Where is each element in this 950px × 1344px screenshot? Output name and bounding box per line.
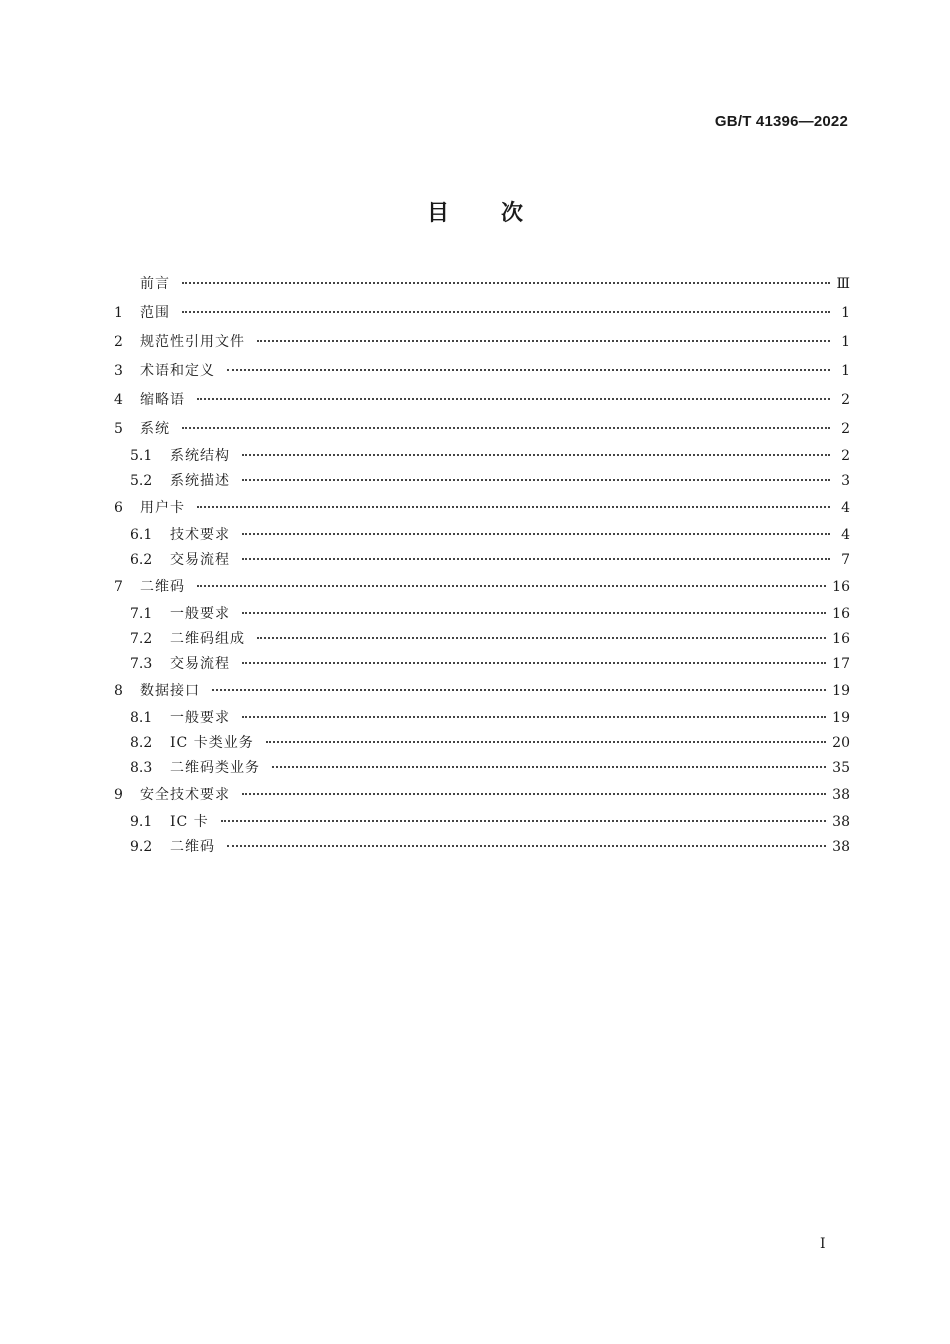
toc-entry[interactable] <box>114 299 850 328</box>
toc-entry-number: 6.1 <box>130 527 153 543</box>
toc-entry-page: 38 <box>832 839 850 855</box>
toc-entry-number: 6.2 <box>130 552 153 568</box>
toc-entry-number: 5 <box>114 421 123 437</box>
toc-dot-leader <box>242 519 830 535</box>
toc-entry-label: 交易流程 <box>170 552 230 568</box>
toc-entry-label: 系统 <box>140 421 170 437</box>
toc-entry-label: IC 卡 <box>170 814 209 830</box>
toc-dot-leader <box>242 598 826 614</box>
toc-dot-leader <box>227 355 830 371</box>
toc-entry[interactable] <box>114 469 850 494</box>
toc-entry-page: 1 <box>841 363 850 379</box>
toc-entry-page: 1 <box>841 305 850 321</box>
toc-entry-page: 7 <box>841 552 850 568</box>
toc-entry-number: 9 <box>114 787 123 803</box>
toc-entry[interactable] <box>114 357 850 386</box>
toc-entry-page: 16 <box>832 631 850 647</box>
toc-entry-label: 交易流程 <box>170 656 230 672</box>
toc-entry-number: 4 <box>114 392 123 408</box>
toc-entry-label: 术语和定义 <box>140 363 215 379</box>
toc-entry-number: 7 <box>114 579 123 595</box>
toc-entry-label: 二维码组成 <box>170 631 245 647</box>
toc-dot-leader <box>212 675 826 691</box>
toc-dot-leader <box>266 727 826 743</box>
toc-dot-leader <box>242 465 830 481</box>
toc-entry-number: 7.2 <box>130 631 153 647</box>
toc-dot-leader <box>182 413 830 429</box>
toc-entry-page: 38 <box>832 787 850 803</box>
toc-dot-leader <box>242 648 826 664</box>
toc-entry-number: 2 <box>114 334 123 350</box>
toc-entry-label: 缩略语 <box>140 392 185 408</box>
toc-entry-page: 2 <box>841 392 850 408</box>
toc-entry-number: 5.2 <box>130 473 153 489</box>
toc-dot-leader <box>257 623 826 639</box>
toc-dot-leader <box>227 831 826 847</box>
toc-entry-label: IC 卡类业务 <box>170 735 254 751</box>
toc-dot-leader <box>197 384 830 400</box>
toc-entry-page: 19 <box>832 683 850 699</box>
toc-entry-number: 8.2 <box>130 735 153 751</box>
toc-entry-page: 17 <box>832 656 850 672</box>
toc-dot-leader <box>182 268 830 284</box>
toc-entry-page: 16 <box>832 579 850 595</box>
toc-dot-leader <box>242 702 826 718</box>
toc-entry[interactable] <box>114 548 850 573</box>
standard-code: GB/T 41396—2022 <box>714 113 848 130</box>
toc-dot-leader <box>197 492 830 508</box>
toc-entry-label: 安全技术要求 <box>140 787 230 803</box>
toc-entry-label: 前言 <box>140 276 170 292</box>
toc-dot-leader <box>242 779 826 795</box>
toc-entry-page: Ⅲ <box>836 276 850 292</box>
toc-entry-label: 数据接口 <box>140 683 200 699</box>
toc-title <box>0 196 950 227</box>
toc-entry-number: 6 <box>114 500 123 516</box>
toc-entry-label: 二维码 <box>170 839 215 855</box>
toc-entry-label: 二维码 <box>140 579 185 595</box>
toc-entry[interactable] <box>114 756 850 781</box>
toc-entry-label: 一般要求 <box>170 606 230 622</box>
toc-dot-leader <box>182 297 830 313</box>
toc-entry-number: 7.1 <box>130 606 153 622</box>
toc-entry-page: 2 <box>841 448 850 464</box>
toc-entry[interactable] <box>114 652 850 677</box>
toc-entry-page: 1 <box>841 334 850 350</box>
toc-entry-page: 2 <box>841 421 850 437</box>
toc-entry[interactable] <box>114 835 850 860</box>
toc-entry[interactable] <box>114 270 850 299</box>
toc-entry-number: 5.1 <box>130 448 153 464</box>
toc-entry-number: 8 <box>114 683 123 699</box>
toc-entry-page: 16 <box>832 606 850 622</box>
toc-entry-label: 范围 <box>140 305 170 321</box>
toc-entry-number: 9.1 <box>130 814 153 830</box>
toc-entry[interactable] <box>114 328 850 357</box>
toc-entry-page: 35 <box>832 760 850 776</box>
toc-entry-page: 20 <box>832 735 850 751</box>
toc-title-char-2: 次 <box>501 201 524 226</box>
toc-entry-label: 系统描述 <box>170 473 230 489</box>
toc-entry-label: 技术要求 <box>170 527 230 543</box>
page-number: I <box>820 1236 826 1252</box>
toc-dot-leader <box>197 571 826 587</box>
toc-entry-number: 1 <box>114 305 123 321</box>
toc-dot-leader <box>257 326 830 342</box>
toc-entry-label: 规范性引用文件 <box>140 334 245 350</box>
toc-dot-leader <box>242 544 830 560</box>
toc-entry-page: 38 <box>832 814 850 830</box>
toc-dot-leader <box>242 440 830 456</box>
toc-entry[interactable] <box>114 386 850 415</box>
toc-entry-label: 二维码类业务 <box>170 760 260 776</box>
toc-entry-number: 8.3 <box>130 760 153 776</box>
toc-entry-number: 7.3 <box>130 656 153 672</box>
toc-entry-label: 系统结构 <box>170 448 230 464</box>
toc-dot-leader <box>221 806 826 822</box>
toc-entry-page: 3 <box>841 473 850 489</box>
toc-entry-label: 用户卡 <box>140 500 185 516</box>
toc-entry-label: 一般要求 <box>170 710 230 726</box>
toc-entry-page: 4 <box>841 527 850 543</box>
toc-dot-leader <box>272 752 826 768</box>
toc-entry-page: 4 <box>841 500 850 516</box>
toc-entry-page: 19 <box>832 710 850 726</box>
toc-entry-number: 3 <box>114 363 123 379</box>
toc-entry-number: 9.2 <box>130 839 153 855</box>
toc-entry-number: 8.1 <box>130 710 153 726</box>
table-of-contents <box>114 270 850 860</box>
toc-title-char-1: 目 <box>426 201 449 226</box>
